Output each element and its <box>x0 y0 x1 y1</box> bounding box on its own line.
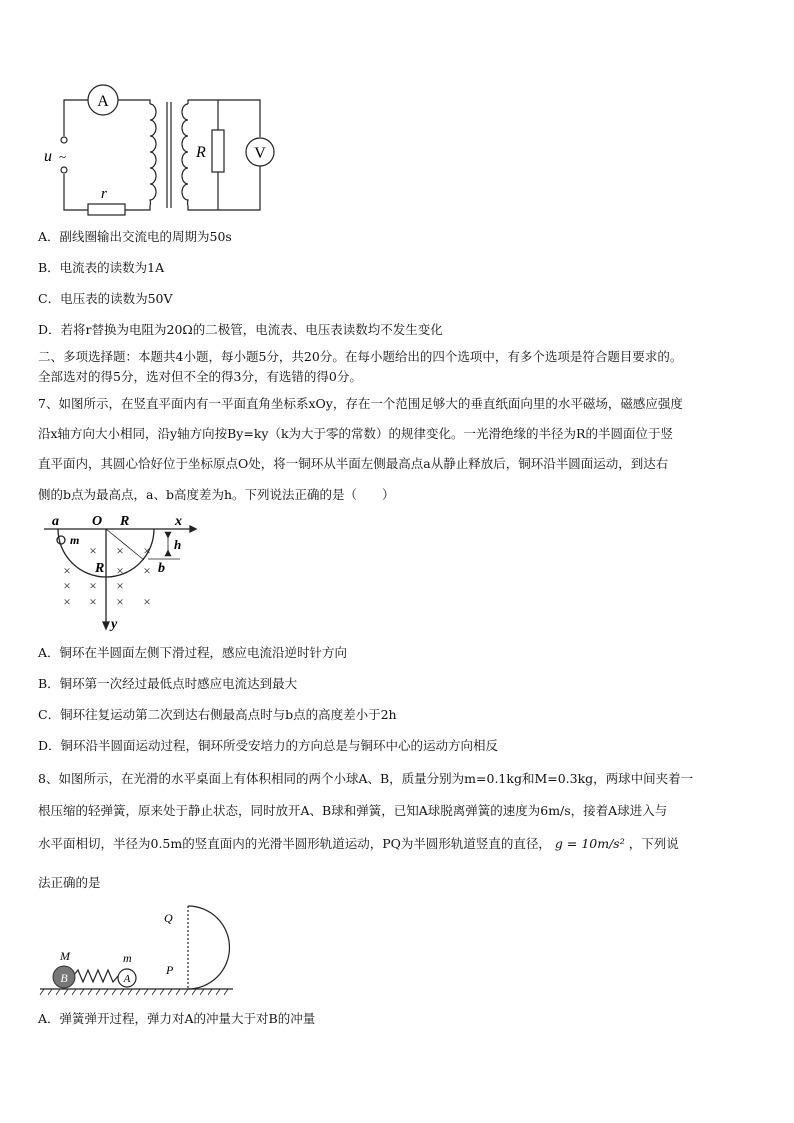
primary-wire-top <box>64 100 88 136</box>
y-axis-label: y <box>111 617 118 632</box>
svg-text:×: × <box>116 594 124 609</box>
copper-ring <box>57 536 65 544</box>
svg-text:×: × <box>143 563 151 578</box>
q7-option-a: A．铜环在半圆面左侧下滑过程，感应电流沿逆时针方向 <box>38 645 348 660</box>
mass-small-label: m <box>123 951 132 965</box>
q7-option-c: C．铜环往复运动第二次到达右侧最高点时与b点的高度差小于2h <box>38 707 397 722</box>
radius-mid-label: R <box>95 561 105 576</box>
spring-track-figure <box>38 898 238 998</box>
q7-stem-line4: 侧的b点为最高点，a、b高度差为h。下列说法正确的是（ ） <box>38 487 395 502</box>
mass-big-label: M <box>60 949 70 963</box>
svg-text:×: × <box>116 578 124 593</box>
svg-text:×: × <box>63 563 71 578</box>
origin-label: O <box>92 514 103 529</box>
ac-symbol: ~ <box>59 149 67 164</box>
section2-heading-line2: 全部选对的得5分，选对但不全的得3分，有选错的得0分。 <box>38 369 362 384</box>
radius-line <box>106 529 144 560</box>
ball-b-label: B <box>60 971 68 985</box>
point-q-label: Q <box>164 911 173 925</box>
primary-wire-bottom <box>64 174 88 210</box>
svg-text:×: × <box>143 594 151 609</box>
q8-stem-line2: 根压缩的轻弹簧，原来处于静止状态，同时放开A、B球和弹簧，已知A球脱离弹簧的速度为6m/s，接着A球进入与 <box>38 803 668 818</box>
height-label: h <box>174 537 182 552</box>
secondary-coil <box>182 104 188 206</box>
q8-stem-line3: 水平面相切，半径为0.5m的竖直面内的光滑半圆形轨道运动，PQ为半圆形轨道竖直的直径， g = 10m/s² ，下列说 <box>38 836 679 851</box>
q6-option-d: D．若将r替换为电阻为20Ω的二极管，电流表、电压表读数均不发生变化 <box>38 322 443 337</box>
svg-text:×: × <box>89 578 97 593</box>
point-a-label: a <box>52 514 59 529</box>
semicircle-magnetic-field-figure <box>40 512 200 637</box>
voltmeter-label: V <box>254 145 266 162</box>
internal-resistor <box>88 204 125 215</box>
q8-stem-line1: 8、如图所示，在光滑的水平桌面上有体积相同的两个小球A、B，质量分别为m=0.1kg和M=0.3kg，两球中间夹着一 <box>38 771 694 786</box>
svg-text:×: × <box>116 543 124 558</box>
q7-option-d: D．铜环沿半圆面运动过程，铜环所受安培力的方向总是与铜环中心的运动方向相反 <box>38 738 499 753</box>
point-b-label: b <box>158 561 165 576</box>
svg-text:×: × <box>89 543 97 558</box>
svg-text:×: × <box>116 563 124 578</box>
load-resistor <box>212 130 224 172</box>
svg-text:×: × <box>63 594 71 609</box>
internal-r-label: r <box>101 186 107 202</box>
gravity-formula: g = 10m/s² <box>554 836 625 851</box>
svg-text:×: × <box>63 578 71 593</box>
compressed-spring <box>73 970 118 982</box>
ammeter-label: A <box>97 93 109 110</box>
svg-text:×: × <box>143 543 151 558</box>
q6-option-a: A．副线圈输出交流电的周期为50s <box>38 229 232 244</box>
q7-stem-line1: 7、如图所示，在竖直平面内有一平面直角坐标系xOy，存在一个范围足够大的垂直纸面向里的水平磁场，磁感应强度 <box>38 396 683 411</box>
transformer-circuit-figure <box>44 82 290 217</box>
x-axis-label: x <box>175 514 182 529</box>
primary-coil <box>150 104 156 206</box>
semicircular-track <box>188 906 229 989</box>
point-p-label: P <box>166 963 174 977</box>
q7-option-b: B．铜环第一次经过最低点时感应电流达到最大 <box>38 676 298 691</box>
source-label: u <box>44 148 52 165</box>
q6-option-b: B．电流表的读数为1A <box>38 260 165 275</box>
q6-option-c: C．电压表的读数为50V <box>38 291 173 306</box>
q8-option-a: A．弹簧弹开过程，弹力对A的冲量大于对B的冲量 <box>38 1011 316 1026</box>
section2-heading: 二、多项选择题：本题共4小题，每小题5分，共20分。在每小题给出的四个选项中，有多个选项是符合题目要求的。 <box>38 349 683 364</box>
resistor-label: R <box>196 144 206 161</box>
svg-text:×: × <box>89 594 97 609</box>
ball-a-label: A <box>123 973 131 985</box>
radius-top-label: R <box>120 514 130 529</box>
q7-stem-line3: 直平面内，其圆心恰好位于坐标原点O处，将一铜环从半面左侧最高点a从静止释放后，铜环沿半圆面运动，到达右 <box>38 456 669 471</box>
mass-label: m <box>70 533 80 547</box>
q7-stem-line2: 沿x轴方向大小相同，沿y轴方向按By=ky（k为大于零的常数）的规律变化。一光滑绝缘的半径为R的半圆面位于竖 <box>38 426 673 441</box>
q8-stem-line4: 法正确的是 <box>38 875 101 890</box>
magnetic-field-crosses <box>63 543 150 609</box>
